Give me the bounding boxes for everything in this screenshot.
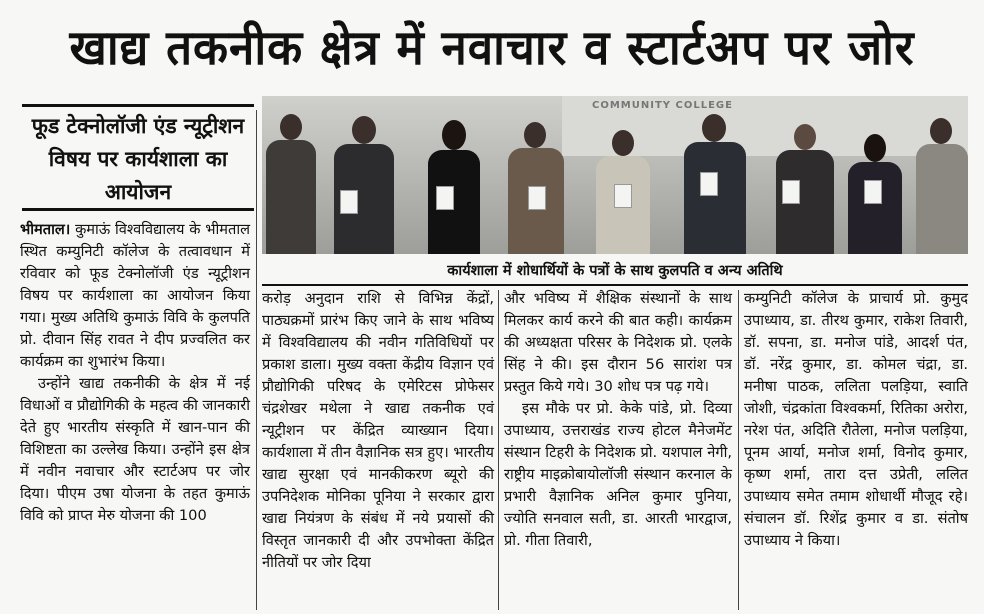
article-paragraph: करोड़ अनुदान राशि से विभिन्न केंद्रों, पाठ्यक्रमों प्रारंभ किए जाने के साथ भविष्य में विश्वविद्यालय की नवीन गतिविधियों पर प्रकाश डाला। मुख्य वक्ता केंद्रीय विज्ञान एवं प्रौद्योगिकी परिषद के एमेरिटस प्रोफेसर चंद्रशेखर मथेला ने खाद्य तकनीक एवं न्यूट्रीशन पर केंद्रित व्याख्यान दिया। कार्यशाला में तीन वैज्ञानिक सत्र हुए। भारतीय खाद्य सुरक्षा एवं मानकीकरण ब्यूरो की उपनिदेशक मोनिका पूनिया ने सरकार द्वारा खाद्य नियंत्रण के संबंध में नये प्रयासों की विस्तृत जानकारी दी और उपभोक्ता केंद्रित नीतियों पर जोर दिया — [262, 290, 494, 571]
column-divider — [738, 290, 739, 610]
person-figure — [504, 122, 568, 254]
column-divider — [256, 110, 257, 610]
photo-caption: कार्यशाला में शोधार्थियों के पत्रों के साथ कुलपति व अन्य अतिथि — [447, 263, 783, 279]
person-figure — [774, 124, 836, 254]
subheadline: फूड टेक्नोलॉजी एंड न्यूट्रीशन विषय पर कार्यशाला का आयोजन — [31, 114, 245, 204]
dateline: भीमताल। — [20, 221, 71, 238]
article-paragraph: कम्युनिटी कॉलेज के प्राचार्य प्रो. कुमुद उपाध्याय, डा. तीरथ कुमार, राकेश तिवारी, डॉ. सपना, डा. मनोज पांडे, आदर्श पंत, डॉ. नरेंद्र कुमार, डा. कोमल चंद्रा, डा. मनीषा पाठक, ललिता पलड़िया, स्वाति जोशी, चंद्रकांता विश्वकर्मा, रितिका अरोरा, नरेश पंत, अदिति रौतेला, मनोज पलड़िया, पूनम आर्या, मनोज शर्मा, विनोद कुमार, कृष्ण शर्मा, तारा दत्त उप्रेती, ललित उपाध्याय समेत तमाम शोधार्थी मौजूद रहे। संचालन डॉ. रिशेंद्र कुमार व डा. संतोष उपाध्याय ने किया। — [744, 290, 968, 549]
article-column-2 — [262, 288, 494, 574]
event-photo — [262, 96, 968, 254]
article-column-1 — [20, 219, 250, 527]
person-figure — [266, 114, 322, 254]
article-paragraph: और भविष्य में शैक्षिक संस्थानों के साथ मिलकर कार्य करने की बात कही। कार्यक्रम की अध्यक्षता परिसर के निदेशक प्रो. एलके सिंह ने की। इस दौरान 56 सारांश पत्र प्रस्तुत किये गये। 30 शोध पत्र पढ़ गये। — [504, 290, 732, 395]
column-divider — [498, 290, 499, 610]
caption-rule — [262, 284, 968, 286]
person-figure — [424, 120, 484, 254]
paragraph-text: कुमाऊं विश्वविद्यालय के भीमताल स्थित कम्युनिटी कॉलेज के तत्वावधान में रविवार को फूड टेक्नोलॉजी एंड न्यूट्रीशन विषय पर कार्यशाला का आयोजन किया गया। मुख्य अतिथि कुमाऊं विवि के कुलपति प्रो. दीवान सिंह रावत ने दीप प्रज्वलित कर कार्यक्रम का शुभारंभ किया। — [20, 221, 250, 370]
article-paragraph: उन्होंने खाद्य तकनीकी के क्षेत्र में नई विधाओं व प्रौद्योगिकी के महत्व की जानकारी देते हुए भारतीय संस्कृति में खान-पान की विशिष्टता का उल्लेख किया। उन्होंने इस क्षेत्र में नवीन नवाचार और स्टार्टअप पर जोर दिया। पीएम उषा योजना के तहत कुमाऊं विवि को प्राप्त मेरु योजना की 100 — [20, 375, 250, 524]
article-column-4 — [744, 288, 968, 552]
person-figure — [846, 134, 904, 254]
person-figure — [680, 114, 750, 254]
subhead-bottom-rule — [22, 208, 254, 211]
person-figure — [916, 118, 968, 254]
article-paragraph — [20, 219, 250, 373]
article-paragraph: इस मौके पर प्रो. केके पांडे, प्रो. दिव्या उपाध्याय, उत्तराखंड राज्य होटल मैनेजमेंट संस्थान टिहरी के निदेशक प्रो. यशपाल नेगी, राष्ट्रीय माइक्रोबायोलॉजी संस्थान करनाल के प्रभारी वैज्ञानिक अनिल कुमार पुनिया, ज्योति सनवाल सती, डा. आरती भारद्वाज, प्रो. गीता तिवारी, — [504, 400, 732, 549]
person-figure — [332, 116, 398, 254]
article-column-3 — [504, 288, 732, 552]
person-figure — [592, 130, 654, 254]
subhead-top-rule — [22, 104, 254, 107]
headline: खाद्य तकनीक क्षेत्र में नवाचार व स्टार्टअप पर जोर — [69, 20, 915, 76]
photo-banner-text: COMMUNITY COLLEGE — [592, 100, 733, 111]
